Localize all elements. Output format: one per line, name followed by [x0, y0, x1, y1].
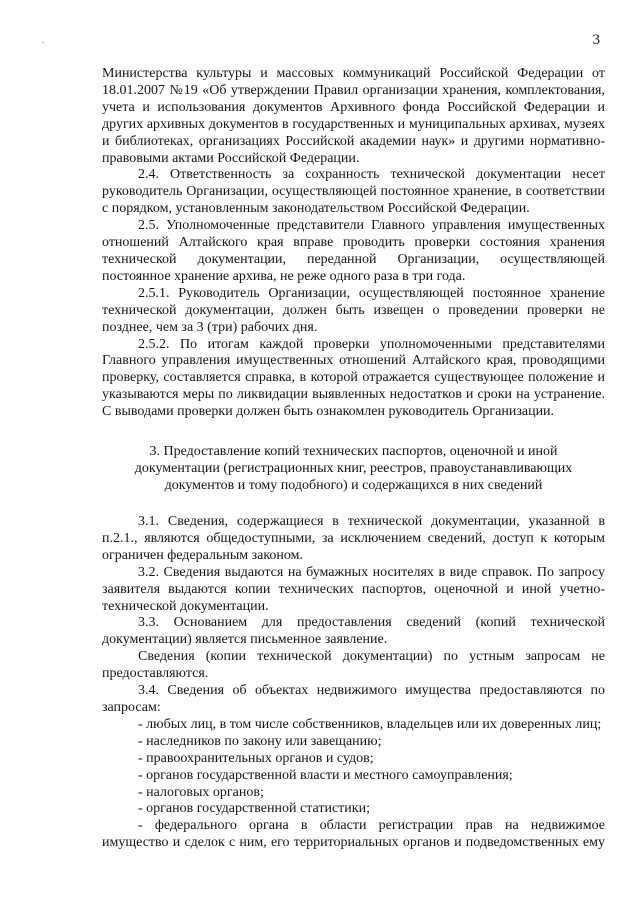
list-item: - органов государственной статистики; — [138, 801, 370, 817]
section-heading-3: 3. Предоставление копий технических паспортов, оценочной и иной документации (регистрационных книг, реестров, правоустанавливающих документов и тому подобного) и содержащихся в них сведений — [134, 444, 573, 494]
paragraph-2-5-2: 2.5.2. По итогам каждой проверки уполномоченными представителями Главного управления имущественных отношений Алтайского края, проводящими проверку, составляется справка, в которой отражается существующее положение и указываются меры по ликвидации выявленных недостатков и сроки на устранение. С выводами проверки должен быть ознакомлен руководитель Организации. — [102, 336, 605, 420]
paragraph-3-3-b: Сведения (копии технической документации) по устным запросам не предоставляются. — [102, 649, 605, 682]
page-number: 3 — [592, 32, 600, 48]
paragraph-intro: Министерства культуры и массовых коммуникаций Российской Федерации от 18.01.2007 №19 «Об утверждении Правил организации хранения, комплектования, учета и использования документов Архивного фонда Российской Федерации и других архивных документов в государственных и муниципальных архивах, музеях и библиотеках, организациях Российской академии наук» и другими нормативно-правовыми актами Российской Федерации. — [102, 66, 605, 166]
list-item: - правоохранительных органов и судов; — [138, 750, 374, 766]
list-item: - налоговых органов; — [138, 784, 264, 800]
list-item: - наследников по закону или завещанию; — [138, 733, 382, 749]
document-body — [102, 66, 605, 852]
list-item-continuation: имущество и сделок с ним, его территориальных органов и подведомственных ему — [102, 835, 605, 851]
list-item: - органов государственной власти и местного самоуправления; — [138, 767, 513, 783]
paragraph-3-1: 3.1. Сведения, содержащиеся в технической документации, указанной в п.2.1., являются общедоступными, за исключением сведений, доступ к которым ограничен федеральным законом. — [102, 514, 605, 563]
paragraph-3-2: 3.2. Сведения выдаются на бумажных носителях в виде справок. По запросу заявителя выдаются копии технических паспортов, оценочной и иной учетно-технической документации. — [102, 564, 605, 614]
scan-mark — [42, 42, 44, 43]
list-item: - любых лиц, в том числе собственников, владельцев или их доверенных лиц; — [138, 716, 602, 732]
paragraph-2-4: 2.4. Ответственность за сохранность технической документации несет руководитель Организации, осуществляющей постоянное хранение, в соответствии с порядком, установленным законодательством Российской Федерации. — [102, 167, 605, 217]
paragraph-3-3: 3.3. Основанием для предоставления сведений (копий технической документации) является письменное заявление. — [102, 615, 605, 648]
list-item: - федерального органа в области регистрации прав на недвижимое — [138, 818, 605, 834]
paragraph-2-5-1: 2.5.1. Руководитель Организации, осуществляющей постоянное хранение технической документации, должен быть извещен о проведении проверки не позднее, чем за 3 (три) рабочих дня. — [102, 285, 605, 335]
paragraph-2-5: 2.5. Уполномоченные представители Главного управления имущественных отношений Алтайского края вправе проводить проверки состояния хранения технической документации, переданной Организации, осуществляющей постоянное хранение архива, не реже одного раза в три года. — [102, 218, 605, 284]
paragraph-3-4: 3.4. Сведения об объектах недвижимого имущества предоставляются по запросам: — [102, 683, 605, 715]
